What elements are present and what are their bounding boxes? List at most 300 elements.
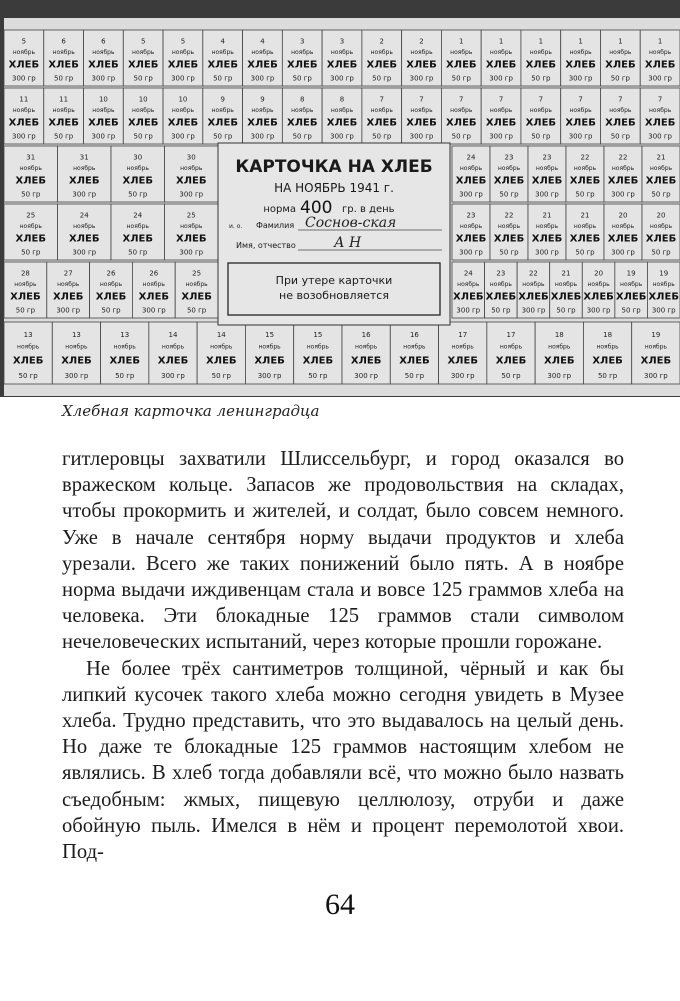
coupon-word: ХЛЕБ (648, 291, 679, 303)
coupon-number: 10 (178, 95, 188, 104)
coupon-grams: 300 гр (250, 132, 275, 141)
coupon-month: ноябрь (403, 343, 426, 351)
coupon (490, 146, 528, 202)
card-surname-label: Фамилия (256, 221, 295, 230)
coupon-word: ХЛЕБ (495, 355, 527, 367)
coupon-word: ХЛЕБ (207, 59, 238, 71)
ration-card-image (0, 0, 680, 397)
coupon-word: ХЛЕБ (531, 175, 563, 187)
coupon-month: ноябрь (620, 281, 643, 289)
coupon-grams: 300 гр (161, 371, 185, 380)
coupon-grams: 300 гр (171, 132, 195, 141)
coupon-number: 22 (504, 211, 514, 220)
coupon-number: 23 (496, 269, 506, 278)
coupon-grams: 50 гр (18, 371, 38, 380)
coupon-month: ноябрь (113, 343, 136, 351)
coupon-month: ноябрь (251, 107, 274, 115)
coupon-month: ноябрь (180, 165, 203, 173)
coupon (165, 146, 219, 202)
coupon-number: 25 (192, 269, 202, 278)
coupon-grams: 300 гр (91, 132, 116, 141)
coupon-grams: 300 гр (459, 248, 483, 257)
coupon-grams: 50 гр (54, 132, 74, 141)
coupon-month: ноябрь (126, 165, 149, 173)
coupon-month: ноябрь (57, 281, 80, 289)
coupon-number: 19 (651, 330, 661, 339)
coupon-month: ноябрь (185, 281, 208, 289)
coupon-month: ноябрь (126, 223, 149, 231)
coupon-month: ноябрь (649, 165, 673, 173)
coupon (90, 262, 133, 318)
coupon (165, 204, 219, 260)
coupon-grams: 50 гр (531, 74, 551, 83)
coupon-number: 7 (578, 95, 583, 104)
coupon-grams: 300 гр (521, 306, 546, 315)
coupon (521, 30, 561, 86)
coupon-grams: 50 гр (101, 306, 121, 315)
coupon-word: ХЛЕБ (48, 117, 79, 129)
coupon (243, 30, 283, 86)
coupon-word: ХЛЕБ (167, 117, 199, 129)
coupon-grams: 300 гр (568, 74, 593, 83)
coupon-word: ХЛЕБ (406, 59, 437, 71)
coupon-word: ХЛЕБ (569, 233, 601, 245)
card-norm-value: 400 (300, 198, 333, 218)
coupon-number: 5 (140, 37, 146, 46)
coupon-word: ХЛЕБ (15, 233, 46, 245)
coupon-number: 11 (19, 95, 29, 104)
coupon-word: ХЛЕБ (287, 59, 318, 71)
coupon (123, 30, 163, 86)
card-warning-line1: При утере карточки (275, 274, 393, 287)
coupon-grams: 50 гр (610, 132, 630, 141)
coupon (521, 88, 561, 144)
coupon (402, 30, 442, 86)
coupon (632, 322, 680, 384)
coupon-number: 22 (618, 153, 628, 162)
coupon (282, 88, 322, 144)
coupon (441, 30, 481, 86)
coupon (452, 262, 485, 318)
coupon-grams: 300 гр (12, 74, 36, 83)
coupon-word: ХЛЕБ (8, 59, 40, 71)
coupon-month: ноябрь (451, 343, 474, 351)
coupon-month: ноябрь (529, 107, 552, 115)
coupon-grams: 300 гр (91, 74, 116, 83)
coupon (642, 146, 680, 202)
coupon-word: ХЛЕБ (605, 117, 636, 129)
coupon-word: ХЛЕБ (254, 355, 285, 367)
coupon-word: ХЛЕБ (525, 59, 557, 71)
coupon-month: ноябрь (12, 49, 36, 57)
coupon-word: ХЛЕБ (350, 355, 382, 367)
coupon-month: ноябрь (73, 165, 96, 173)
coupon (566, 204, 604, 260)
coupon-number: 7 (498, 95, 504, 104)
coupon-grams: 50 гр (128, 190, 148, 199)
coupon-grams: 50 гр (499, 248, 519, 257)
coupon-month: ноябрь (410, 49, 433, 57)
coupon (52, 322, 100, 384)
coupon (561, 30, 601, 86)
coupon (481, 30, 521, 86)
coupon-number: 11 (59, 95, 69, 104)
coupon-grams: 50 гр (292, 74, 312, 83)
coupon-number: 26 (106, 269, 116, 278)
coupon-word: ХЛЕБ (640, 355, 672, 367)
coupon-number: 20 (618, 211, 628, 220)
coupon-month: ноябрь (19, 223, 42, 231)
coupon (561, 88, 601, 144)
coupon-grams: 300 гр (611, 248, 635, 257)
coupon-month: ноябрь (370, 107, 393, 115)
coupon (245, 322, 293, 384)
coupon-number: 5 (180, 37, 186, 46)
coupon-word: ХЛЕБ (565, 117, 596, 129)
coupon-grams: 300 гр (456, 306, 481, 315)
coupon (490, 204, 528, 260)
coupon-number: 1 (498, 37, 504, 46)
coupon-grams: 300 гр (450, 371, 475, 380)
coupon-word: ХЛЕБ (157, 355, 189, 367)
coupon-number: 17 (458, 330, 468, 339)
coupon-grams: 50 гр (575, 190, 595, 199)
coupon-number: 8 (300, 95, 305, 104)
coupon (402, 88, 442, 144)
coupon (640, 88, 680, 144)
coupon-grams: 50 гр (213, 74, 233, 83)
coupon (362, 88, 402, 144)
coupon (243, 88, 283, 144)
coupon (44, 88, 84, 144)
card-io-label: и. о. (229, 223, 243, 230)
coupon-word: ХЛЕБ (61, 355, 92, 367)
coupon-word: ХЛЕБ (447, 355, 478, 367)
coupon (4, 204, 58, 260)
coupon (111, 146, 165, 202)
coupon-grams: 50 гр (213, 132, 233, 141)
coupon (294, 322, 342, 384)
coupon (535, 322, 583, 384)
coupon-word: ХЛЕБ (122, 175, 153, 187)
coupon-word: ХЛЕБ (207, 117, 238, 129)
coupon-number: 13 (71, 330, 81, 339)
coupon-grams: 300 гр (611, 190, 635, 199)
coupon-grams: 50 гр (133, 74, 153, 83)
coupon-number: 5 (21, 37, 27, 46)
coupon-word: ХЛЕБ (485, 117, 517, 129)
coupon (452, 204, 490, 260)
paragraph-2: Не более трёх сантиметров толщиной, чёрный и как бы липкий кусочек такого хлеба можно сегодня увидеть в Музее хлеба. Трудно представить, что это выдавалось на целый день. Но даже те блокадные 125 граммов настоящим хлебом не являлись. В хлеб тогда добавляли всё, что можно было назвать съедобным: жмых, пищевую целлюлозу, отруби и даже обойную пыль. Имелся в нём и процент перемолотой хвои. Под- (62, 657, 624, 864)
coupon (583, 322, 631, 384)
coupon-word: ХЛЕБ (181, 291, 212, 303)
coupon-grams: 50 гр (597, 371, 618, 380)
coupon-number: 19 (626, 269, 636, 278)
coupon-month: ноябрь (529, 49, 552, 57)
coupon-grams: 50 гр (556, 306, 576, 315)
coupon-grams: 50 гр (372, 132, 392, 141)
coupon-month: ноябрь (596, 343, 619, 351)
coupon (4, 146, 58, 202)
coupon-month: ноябрь (355, 343, 378, 351)
coupon (600, 88, 640, 144)
coupon-number: 25 (186, 211, 196, 220)
card-warning-line2: не возобновляется (279, 289, 389, 302)
coupon-word: ХЛЕБ (10, 291, 41, 303)
coupon-month: ноябрь (569, 49, 592, 57)
coupon-month: ноябрь (330, 49, 354, 57)
coupon-month: ноябрь (410, 107, 433, 115)
coupon-number: 25 (26, 211, 36, 220)
coupon-grams: 50 гр (15, 306, 36, 315)
card-surname-value: Соснов-ская (305, 215, 397, 231)
coupon-month: ноябрь (450, 49, 473, 57)
coupon-number: 16 (409, 330, 419, 339)
coupon-grams: 300 гр (547, 371, 572, 380)
coupon-word: ХЛЕБ (645, 175, 677, 187)
coupon-month: ноябрь (609, 49, 632, 57)
coupon-month: ноябрь (450, 107, 473, 115)
coupon-month: ноябрь (330, 107, 354, 115)
coupon-number: 6 (101, 37, 106, 46)
card-month: НА НОЯБРЬ 1941 г. (274, 181, 394, 195)
coupon-month: ноябрь (92, 107, 115, 115)
coupon-month: ноябрь (535, 223, 559, 231)
coupon-grams: 300 гр (171, 74, 195, 83)
ration-card-photo (0, 0, 680, 397)
coupon-month: ноябрь (73, 223, 96, 231)
coupon-word: ХЛЕБ (493, 233, 525, 245)
coupon-number: 17 (506, 330, 516, 339)
coupon-word: ХЛЕБ (565, 59, 596, 71)
coupon-grams: 300 гр (354, 371, 379, 380)
coupon (322, 30, 362, 86)
coupon-word: ХЛЕБ (326, 59, 358, 71)
coupon-grams: 50 гр (54, 74, 74, 83)
coupon (4, 30, 44, 86)
coupon (203, 88, 243, 144)
coupon-number: 7 (459, 95, 464, 104)
coupon-grams: 50 гр (211, 371, 231, 380)
coupon-grams: 50 гр (651, 248, 671, 257)
coupon-word: ХЛЕБ (48, 59, 79, 71)
coupon-grams: 300 гр (72, 190, 97, 199)
coupon (582, 262, 615, 318)
coupon-grams: 300 гр (330, 132, 354, 141)
coupon-number: 4 (260, 37, 265, 46)
coupon (441, 88, 481, 144)
coupon-number: 21 (561, 269, 571, 278)
card-norm-unit: гр. в день (342, 204, 395, 215)
coupon-month: ноябрь (52, 49, 75, 57)
coupon-month: ноябрь (251, 49, 274, 57)
coupon (642, 204, 680, 260)
coupon-word: ХЛЕБ (583, 291, 614, 303)
coupon-month: ноябрь (171, 49, 195, 57)
coupon-month: ноябрь (573, 165, 597, 173)
coupon (4, 262, 47, 318)
coupon-word: ХЛЕБ (607, 233, 639, 245)
coupon (163, 88, 203, 144)
coupon (322, 88, 362, 144)
coupon-number: 7 (379, 95, 384, 104)
coupon-month: ноябрь (258, 343, 281, 351)
coupon-word: ХЛЕБ (550, 291, 582, 303)
coupon-word: ХЛЕБ (176, 233, 207, 245)
coupon-number: 22 (528, 269, 538, 278)
coupon-word: ХЛЕБ (644, 117, 676, 129)
coupon-word: ХЛЕБ (446, 117, 477, 129)
coupon-number: 21 (542, 211, 552, 220)
coupon-number: 26 (149, 269, 159, 278)
coupon-month: ноябрь (497, 223, 521, 231)
coupon (149, 322, 197, 384)
coupon-number: 30 (133, 153, 143, 162)
coupon-grams: 50 гр (21, 190, 41, 199)
coupon-word: ХЛЕБ (493, 175, 525, 187)
coupon-month: ноябрь (535, 165, 559, 173)
coupon (132, 262, 175, 318)
coupon-number: 10 (138, 95, 148, 104)
coupon-grams: 50 гр (621, 306, 641, 315)
coupon-grams: 300 гр (409, 74, 434, 83)
coupon-word: ХЛЕБ (69, 233, 100, 245)
coupon (197, 322, 245, 384)
coupon-number: 3 (300, 37, 305, 46)
coupon-month: ноябрь (611, 165, 635, 173)
coupon-grams: 50 гр (575, 248, 595, 257)
coupon (481, 88, 521, 144)
coupon-word: ХЛЕБ (127, 117, 159, 129)
coupon-grams: 50 гр (372, 74, 392, 83)
coupon-word: ХЛЕБ (127, 59, 159, 71)
coupon-month: ноябрь (132, 107, 155, 115)
coupon-grams: 300 гр (489, 74, 513, 83)
coupon-month: ноябрь (648, 49, 672, 57)
coupon-month: ноябрь (587, 281, 610, 289)
coupon-word: ХЛЕБ (366, 59, 397, 71)
coupon (175, 262, 218, 318)
coupon-month: ноябрь (569, 107, 592, 115)
coupon-month: ноябрь (291, 107, 314, 115)
coupon-word: ХЛЕБ (644, 59, 676, 71)
coupon (111, 204, 165, 260)
coupon-word: ХЛЕБ (485, 291, 517, 303)
coupon-month: ноябрь (459, 165, 483, 173)
coupon-month: ноябрь (489, 107, 513, 115)
coupon-word: ХЛЕБ (12, 355, 44, 367)
coupon (550, 262, 583, 318)
coupon-word: ХЛЕБ (366, 117, 397, 129)
coupon-number: 10 (98, 95, 108, 104)
coupon-month: ноябрь (644, 343, 667, 351)
coupon (163, 30, 203, 86)
coupon (517, 262, 550, 318)
card-title: КАРТОЧКА НА ХЛЕБ (235, 157, 433, 177)
coupon-word: ХЛЕБ (109, 355, 140, 367)
coupon-grams: 50 гр (451, 74, 471, 83)
coupon-word: ХЛЕБ (485, 59, 517, 71)
card-center-panel (218, 143, 450, 325)
coupon-number: 23 (542, 153, 552, 162)
coupon-word: ХЛЕБ (455, 233, 487, 245)
coupon (604, 204, 642, 260)
coupon-grams: 300 гр (459, 190, 483, 199)
coupon-number: 7 (419, 95, 424, 104)
coupon-word: ХЛЕБ (247, 59, 278, 71)
coupon-word: ХЛЕБ (455, 175, 487, 187)
coupon-month: ноябрь (499, 343, 523, 351)
coupon (439, 322, 487, 384)
coupon-month: ноябрь (171, 107, 195, 115)
coupon-month: ноябрь (132, 49, 155, 57)
coupon-word: ХЛЕБ (531, 233, 563, 245)
coupon (44, 30, 84, 86)
coupon-word: ХЛЕБ (138, 291, 170, 303)
coupon-word: ХЛЕБ (302, 355, 334, 367)
coupon-word: ХЛЕБ (287, 117, 318, 129)
card-name-label: Имя, отчество (236, 241, 296, 250)
coupon-grams: 50 гр (610, 74, 630, 83)
coupon-month: ноябрь (457, 281, 480, 289)
coupon-grams: 50 гр (21, 248, 41, 257)
coupon-grams: 300 гр (651, 306, 676, 315)
coupon-number: 24 (79, 211, 89, 220)
coupon-number: 27 (63, 269, 73, 278)
coupon-month: ноябрь (459, 223, 483, 231)
coupon-grams: 300 гр (250, 74, 275, 83)
coupon-grams: 300 гр (257, 371, 282, 380)
coupon-word: ХЛЕБ (615, 291, 647, 303)
coupon (485, 262, 518, 318)
coupon-month: ноябрь (211, 49, 234, 57)
coupon-grams: 300 гр (179, 190, 204, 199)
coupon-month: ноябрь (489, 49, 513, 57)
card-name-value: А Н (334, 235, 362, 251)
coupon-grams: 50 гр (404, 371, 425, 380)
coupon-number: 3 (339, 37, 345, 46)
coupon-month: ноябрь (652, 281, 675, 289)
coupon-word: ХЛЕБ (453, 291, 484, 303)
coupon-grams: 300 гр (12, 132, 36, 141)
coupon-month: ноябрь (17, 343, 40, 351)
coupon (282, 30, 322, 86)
coupon-number: 19 (659, 269, 669, 278)
coupon-number: 15 (265, 330, 275, 339)
coupon-number: 15 (313, 330, 323, 339)
coupon-number: 1 (459, 37, 464, 46)
coupon-word: ХЛЕБ (88, 59, 119, 71)
coupon-number: 1 (618, 37, 623, 46)
coupon (123, 88, 163, 144)
coupon (362, 30, 402, 86)
coupon (4, 322, 52, 384)
coupon-word: ХЛЕБ (69, 175, 100, 187)
coupon-grams: 300 гр (489, 132, 513, 141)
photo-caption: Хлебная карточка ленинградца (62, 402, 320, 420)
coupon-number: 6 (61, 37, 66, 46)
coupon (4, 88, 44, 144)
coupon-number: 13 (23, 330, 33, 339)
coupon (640, 30, 680, 86)
coupon-number: 2 (379, 37, 384, 46)
coupon-month: ноябрь (648, 107, 672, 115)
coupon (47, 262, 90, 318)
coupon (58, 204, 112, 260)
coupon-number: 20 (594, 269, 604, 278)
coupon (615, 262, 648, 318)
coupon-word: ХЛЕБ (446, 59, 477, 71)
